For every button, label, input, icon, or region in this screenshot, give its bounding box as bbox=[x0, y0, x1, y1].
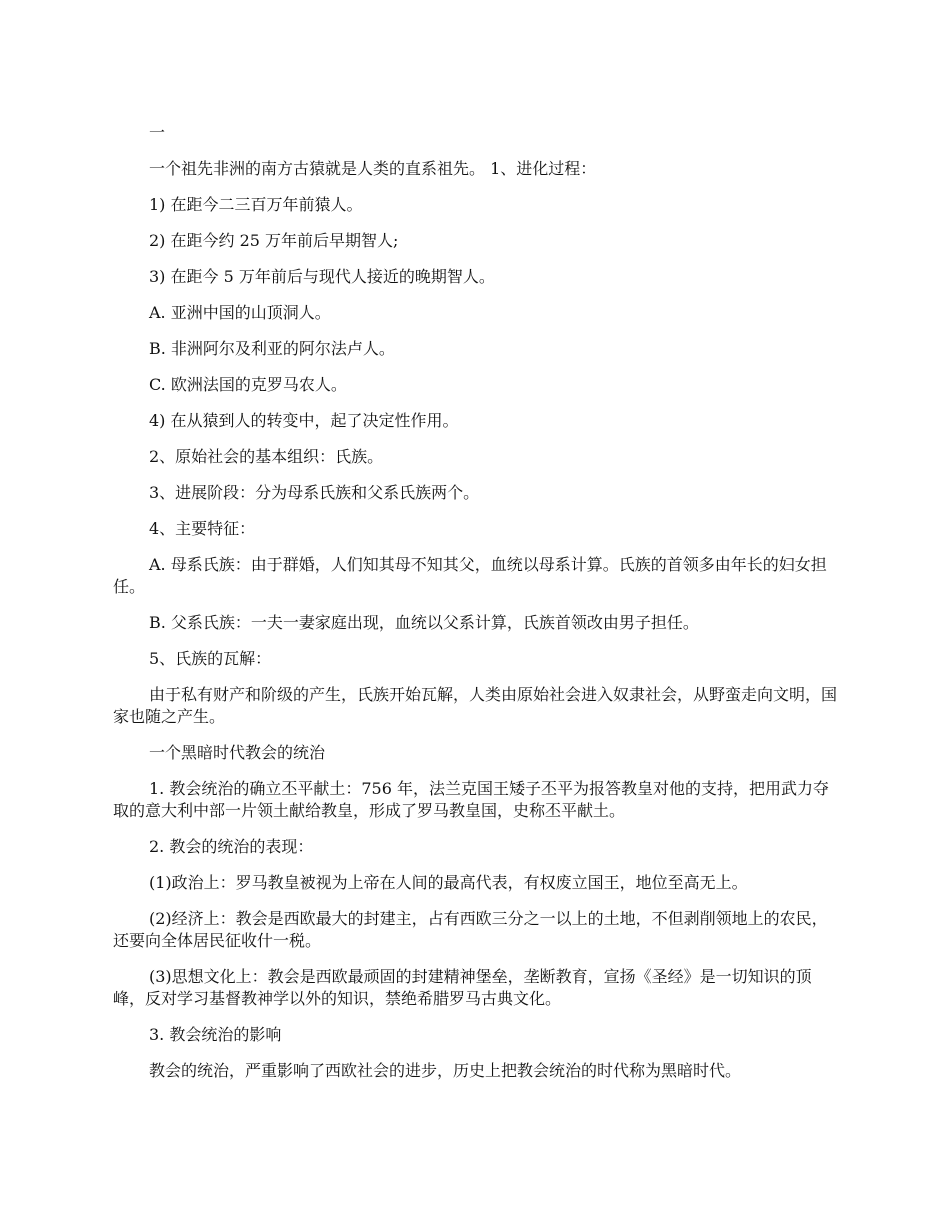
paragraph: 3. 教会统治的影响 bbox=[149, 1025, 282, 1044]
paragraph: 一个黑暗时代教会的统治 bbox=[149, 743, 326, 762]
paragraph: A. 亚洲中国的山顶洞人。 bbox=[149, 303, 331, 322]
paragraph: 5、氏族的瓦解： bbox=[149, 649, 272, 668]
paragraph: A. 母系氏族：由于群婚，人们知其母不知其父，血统以母系计算。氏族的首领多由年长的妇女担任。 bbox=[113, 555, 827, 596]
paragraph: 一 bbox=[149, 123, 166, 142]
document-body bbox=[113, 122, 840, 1096]
paragraph: 3) 在距今 5 万年前后与现代人接近的晚期智人。 bbox=[149, 267, 495, 286]
paragraph: 2. 教会的统治的表现： bbox=[149, 837, 314, 856]
paragraph: (1)政治上：罗马教皇被视为上帝在人间的最高代表，有权废立国王，地位至高无上。 bbox=[149, 873, 748, 892]
paragraph: B. 非洲阿尔及利亚的阿尔法卢人。 bbox=[149, 339, 395, 358]
paragraph: 4) 在从猿到人的转变中，起了决定性作用。 bbox=[149, 411, 459, 430]
paragraph: 4、主要特征： bbox=[149, 519, 256, 538]
paragraph: 教会的统治，严重影响了西欧社会的进步，历史上把教会统治的时代称为黑暗时代。 bbox=[149, 1061, 742, 1080]
paragraph: 一个祖先非洲的南方古猿就是人类的直系祖先。 1、进化过程： bbox=[149, 159, 597, 178]
paragraph: 2) 在距今约 25 万年前后早期智人; bbox=[149, 231, 399, 250]
paragraph: (2)经济上：教会是西欧最大的封建主，占有西欧三分之一以上的土地，不但剥削领地上的农民，还要向全体居民征收什一税。 bbox=[113, 909, 828, 950]
paragraph: C. 欧洲法国的克罗马农人。 bbox=[149, 375, 347, 394]
paragraph: 由于私有财产和阶级的产生，氏族开始瓦解，人类由原始社会进入奴隶社会，从野蛮走向文明，国家也随之产生。 bbox=[113, 685, 838, 726]
paragraph: 2、原始社会的基本组织：氏族。 bbox=[149, 447, 384, 466]
paragraph: 3、进展阶段：分为母系氏族和父系氏族两个。 bbox=[149, 483, 480, 502]
paragraph: (3)思想文化上：教会是西欧最顽固的封建精神堡垒，垄断教育，宣扬《圣经》是一切知识的顶峰，反对学习基督教神学以外的知识，禁绝希腊罗马古典文化。 bbox=[113, 967, 812, 1008]
paragraph: 1. 教会统治的确立丕平献土：756 年，法兰克国王矮子丕平为报答教皇对他的支持，把用武力夺取的意大利中部一片领土献给教皇，形成了罗马教皇国，史称丕平献土。 bbox=[113, 779, 829, 820]
paragraph: 1) 在距今二三百万年前猿人。 bbox=[149, 195, 363, 214]
paragraph: B. 父系氏族：一夫一妻家庭出现，血统以父系计算，氏族首领改由男子担任。 bbox=[149, 613, 699, 632]
